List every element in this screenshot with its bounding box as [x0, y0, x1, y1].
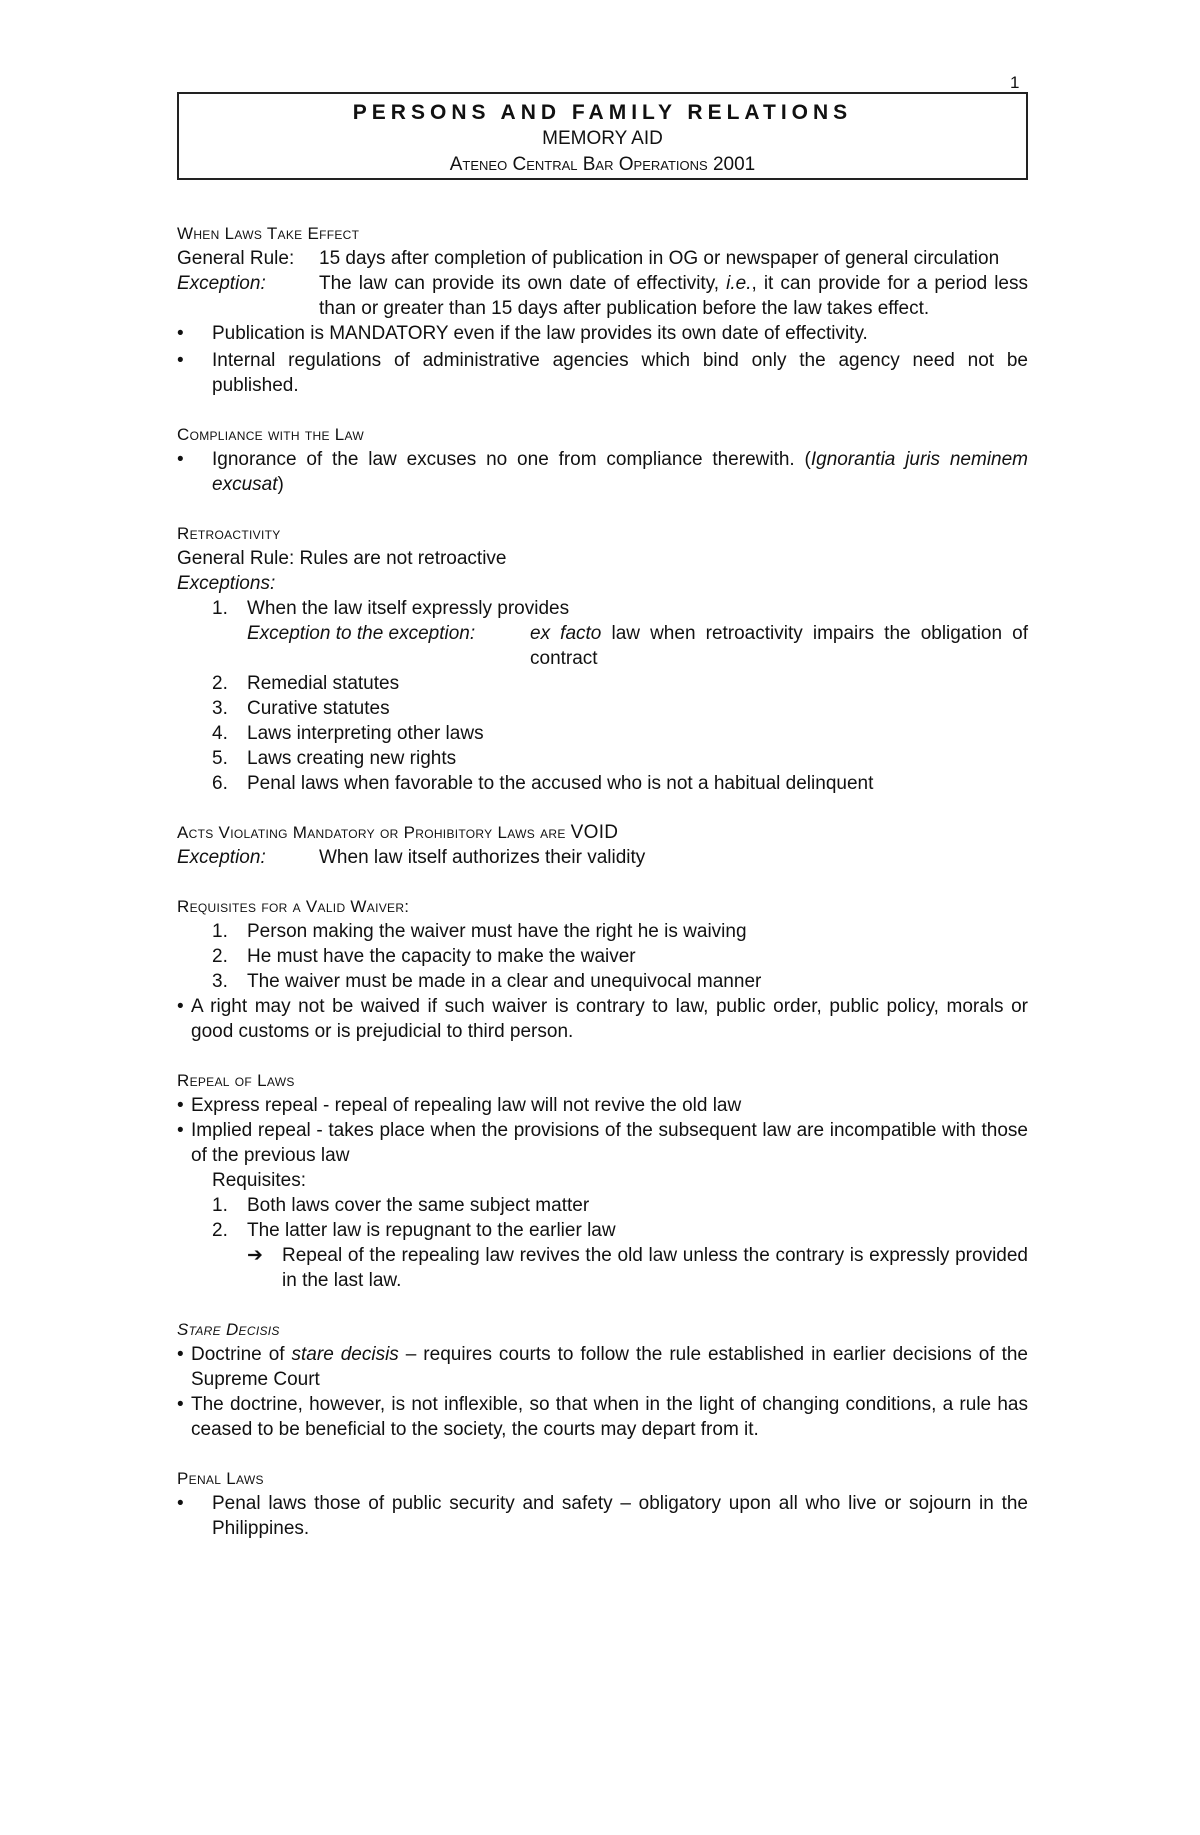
- section-heading: Requisites for a Valid Waiver:: [177, 897, 410, 916]
- list-item: 3. The waiver must be made in a clear and unequivocal manner: [212, 971, 762, 992]
- section-heading: When Laws Take Effect: [177, 224, 360, 243]
- bullet-icon: •: [177, 449, 184, 470]
- list-item: 4. Laws interpreting other laws: [212, 723, 484, 744]
- section-heading: Compliance with the Law: [177, 425, 365, 444]
- bullet-icon: •: [177, 1493, 184, 1514]
- exceptions-label: Exceptions:: [177, 573, 276, 594]
- general-rule-row: [177, 246, 1028, 271]
- list-item: • A right may not be waived if such waiver is contrary to law, public order, public policy, morals or good customs or is prejudicial to third person.: [177, 996, 1028, 1042]
- list-item: ➔ Repeal of the repealing law revives the old law unless the contrary is expressly provided in the last law.: [247, 1245, 1028, 1291]
- list-item: 1. Both laws cover the same subject matter: [212, 1195, 590, 1216]
- bullet-icon: •: [177, 323, 184, 344]
- sub-exception-row: Exception to the exception: ex facto law when retroactivity impairs the obligation of contract: [247, 623, 1028, 669]
- title-box: [177, 92, 1028, 180]
- list-item: • Internal regulations of administrative agencies which bind only the agency need not be published.: [177, 350, 1028, 396]
- section-heading: Retroactivity: [177, 524, 281, 543]
- section-heading: Penal Laws: [177, 1469, 264, 1488]
- list-item: • The doctrine, however, is not inflexible, so that when in the light of changing conditions, a rule has ceased to be beneficial to the society, the courts may depart from it.: [177, 1394, 1028, 1440]
- exception-label: Exception:: [177, 273, 266, 294]
- list-item: 2. He must have the capacity to make the waiver: [212, 946, 636, 967]
- list-item: 6. Penal laws when favorable to the accused who is not a habitual delinquent: [212, 773, 874, 794]
- page-number: 1: [1010, 73, 1020, 92]
- document-title: PERSONS AND FAMILY RELATIONS: [352, 101, 853, 124]
- list-item: 3. Curative statutes: [212, 698, 390, 719]
- section-heading: Acts Violating Mandatory or Prohibitory Laws are VOID: [177, 822, 619, 843]
- general-rule-text: General Rule: Rules are not retroactive: [177, 548, 507, 569]
- document-source: Ateneo Central Bar Operations 2001: [449, 154, 756, 175]
- list-item: • Implied repeal - takes place when the provisions of the subsequent law are incompatible with those of the previous law: [177, 1120, 1028, 1166]
- exception-text: The law can provide its own date of effectivity, i.e., it can provide for a period less than or greater than 15 days after publication before the law takes effect.: [319, 273, 1028, 319]
- list-item: • Doctrine of stare decisis – requires courts to follow the rule established in earlier decisions of the Supreme Court: [177, 1344, 1028, 1390]
- document-body: [177, 222, 1028, 1541]
- section-heading: Stare Decisis: [177, 1320, 280, 1339]
- requisites-label: Requisites:: [212, 1170, 306, 1191]
- general-rule-text: 15 days after completion of publication in OG or newspaper of general circulation: [319, 248, 1000, 269]
- section-heading: Repeal of Laws: [177, 1071, 295, 1090]
- list-item: 5. Laws creating new rights: [212, 748, 457, 769]
- bullet-icon: •: [177, 350, 184, 371]
- general-rule-label: General Rule:: [177, 248, 295, 269]
- bullet-icon: •: [177, 996, 184, 1017]
- exception-row: Exception: When law itself authorizes their validity: [177, 847, 646, 868]
- arrow-icon: ➔: [247, 1245, 263, 1266]
- exception-row: [177, 271, 1028, 321]
- bullet-icon: •: [177, 1394, 184, 1415]
- list-item: • Ignorance of the law excuses no one from compliance therewith. (Ignorantia juris neminem excusat): [177, 449, 1028, 495]
- list-item: • Publication is MANDATORY even if the law provides its own date of effectivity.: [177, 323, 868, 344]
- bullet-icon: •: [177, 1120, 184, 1141]
- bullet-icon: •: [177, 1095, 184, 1116]
- list-item: • Penal laws those of public security and safety – obligatory upon all who live or sojourn in the Philippines.: [177, 1493, 1028, 1539]
- document-subtitle: MEMORY AID: [542, 128, 663, 149]
- list-item: 2. Remedial statutes: [212, 673, 400, 694]
- list-item: 1. When the law itself expressly provides: [212, 598, 570, 619]
- list-item: 1. Person making the waiver must have the right he is waiving: [212, 921, 747, 942]
- list-item: • Express repeal - repeal of repealing law will not revive the old law: [177, 1095, 742, 1116]
- list-item: 2. The latter law is repugnant to the earlier law: [212, 1220, 616, 1241]
- bullet-icon: •: [177, 1344, 184, 1365]
